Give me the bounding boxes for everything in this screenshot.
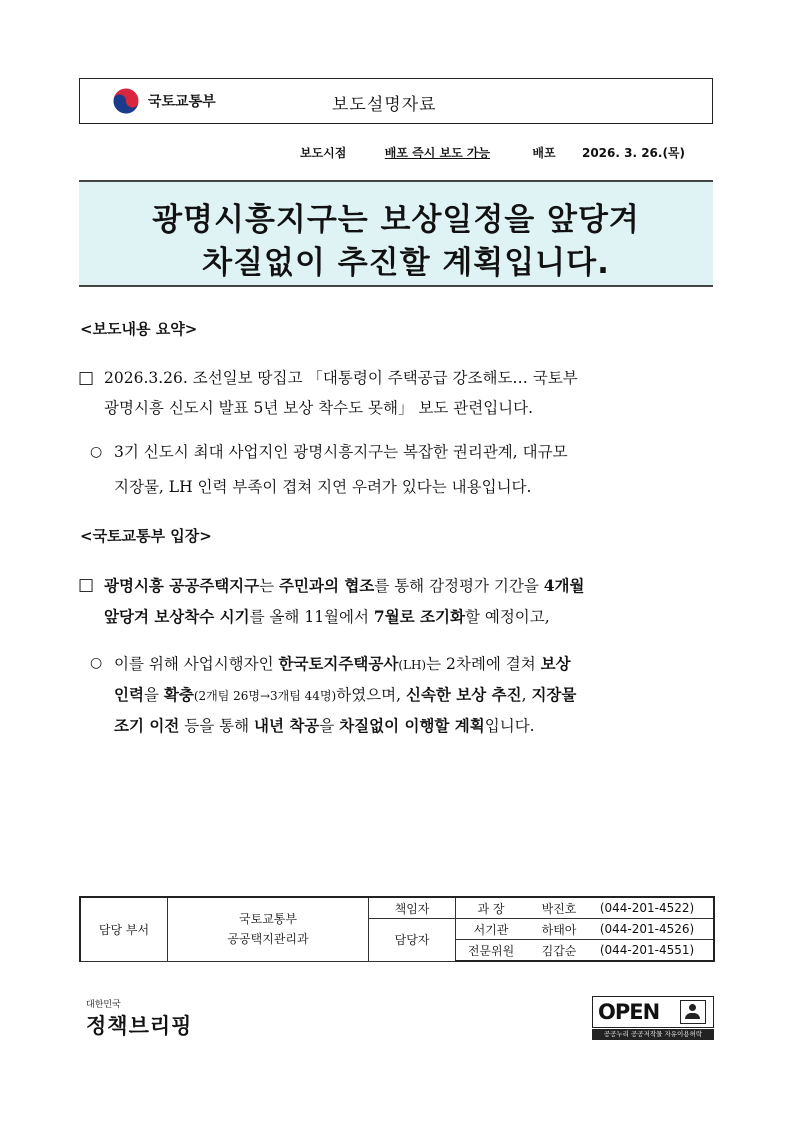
briefing-big-text: 정책브리핑 (86, 1014, 193, 1038)
dept-cell (168, 897, 369, 961)
circle-bullet-icon: ○ (90, 444, 103, 460)
contact-name: 하태아 (541, 922, 577, 937)
table-row (80, 897, 714, 919)
text: (LH) (398, 658, 427, 672)
staff-label-cell: 담당자 (369, 919, 456, 962)
text-bold: 주민과의 협조 (279, 576, 375, 595)
contact-name: 박진호 (541, 901, 577, 916)
summary-p2-line2: 지장물, LH 인력 부족이 겹쳐 지연 우려가 있다는 내용입니다. (114, 478, 532, 496)
text: 을 (319, 717, 340, 735)
contact-phone: (044-201-4551) (599, 943, 695, 957)
release-info (300, 144, 685, 161)
contact-role: 전문위원 (467, 943, 515, 958)
policy-briefing-logo (86, 997, 192, 1040)
position-p2-line2 (114, 680, 576, 711)
text-bold: 신속한 보상 추진 (405, 685, 522, 704)
release-label: 보도시점 (300, 146, 347, 160)
text: 를 올해 11월에서 (249, 608, 374, 626)
text-bold: 인력 (114, 685, 144, 704)
open-caption: 공공누리 공공저작물 자유이용허락 (592, 1029, 714, 1040)
position-p1-line1 (104, 571, 584, 601)
contact-name: 김갑순 (541, 943, 577, 958)
text-bold: 조기 이전 (114, 716, 180, 735)
summary-p2-line1: 3기 신도시 최대 사업지인 광명시흥지구는 복잡한 권리관계, 대규모 (114, 443, 568, 461)
title-box (79, 180, 713, 287)
briefing-small-text: 대한민국 (86, 1000, 121, 1010)
text-bold: 차질없이 이행할 계획 (339, 716, 485, 735)
position-heading: <국토교통부 입장> (80, 527, 212, 545)
text: 을 (143, 686, 164, 704)
text: 입니다. (484, 717, 535, 735)
text-bold: 4개월 (543, 576, 585, 595)
summary-paragraph-1 (104, 363, 716, 393)
distribution-label: 배포 (532, 146, 556, 160)
contact-phone: (044-201-4526) (599, 922, 695, 936)
government-logo-icon (112, 87, 140, 115)
contact-cell (456, 897, 715, 919)
text: 할 예정이고, (464, 608, 550, 626)
contact-role: 서기관 (473, 922, 509, 937)
release-timing: 배포 즉시 보도 가능 (384, 146, 491, 160)
title-line-1: 광명시흥지구는 보상일정을 앞당겨 (152, 202, 640, 238)
text: 하였으며, (336, 686, 406, 704)
text: 는 (259, 577, 280, 595)
text-bold: 한국토지주택공사 (278, 654, 399, 673)
summary-heading: <보도내용 요약> (80, 320, 198, 338)
summary-p1-line1: 2026.3.26. 조선일보 땅집고 「대통령이 주택공급 강조해도… 국토부 (104, 369, 578, 387)
open-license-badge (592, 996, 714, 1040)
release-date: 2026. 3. 26.(목) (581, 146, 686, 160)
person-icon (680, 1000, 706, 1024)
position-p2-line3 (114, 711, 535, 741)
text: 이를 위해 사업시행자인 (114, 655, 279, 673)
text: 등을 통해 (179, 717, 254, 735)
doc-type: 보도설명자료 (332, 95, 437, 115)
text: 를 통해 감정평가 기간을 (374, 577, 544, 595)
contact-role: 과 장 (477, 901, 505, 916)
dept-label-cell: 담당 부서 (80, 897, 168, 961)
square-bullet-icon: □ (78, 368, 95, 388)
text: (2개팀 26명→3개팀 44명) (193, 689, 337, 703)
ministry-name: 국토교통부 (148, 94, 216, 110)
text-bold: 7월로 조기화 (373, 607, 465, 626)
responsible-label-cell: 책임자 (369, 897, 456, 919)
text: 는 2차례에 결쳐 (426, 655, 541, 673)
contact-table (79, 896, 715, 962)
text-bold: 지장물 (531, 685, 577, 704)
contact-cell (456, 919, 715, 940)
position-p2-line1 (114, 649, 571, 680)
text: , (521, 686, 532, 704)
square-bullet-icon: □ (78, 575, 95, 595)
contact-cell (456, 940, 715, 962)
text-bold: 앞당겨 보상착수 시기 (104, 607, 250, 626)
text-bold: 광명시흥 공공주택지구 (104, 576, 260, 595)
summary-p1-line2: 광명시흥 신도시 발표 5년 보상 착수도 못해」 보도 관련입니다. (104, 399, 534, 417)
dept-line-1: 국토교통부 (239, 912, 297, 927)
dept-line-2: 공공택지관리과 (227, 932, 309, 947)
contact-phone: (044-201-4522) (599, 901, 695, 915)
circle-bullet-icon: ○ (90, 655, 103, 671)
text-bold: 보상 (540, 654, 571, 673)
text-bold: 내년 착공 (253, 716, 320, 735)
title-line-2: 차질없이 추진할 계획입니다. (202, 245, 610, 281)
header-box (79, 78, 713, 124)
text-bold: 확충 (163, 685, 194, 704)
open-label: OPEN (598, 1000, 660, 1024)
position-p1-line2 (104, 602, 550, 632)
